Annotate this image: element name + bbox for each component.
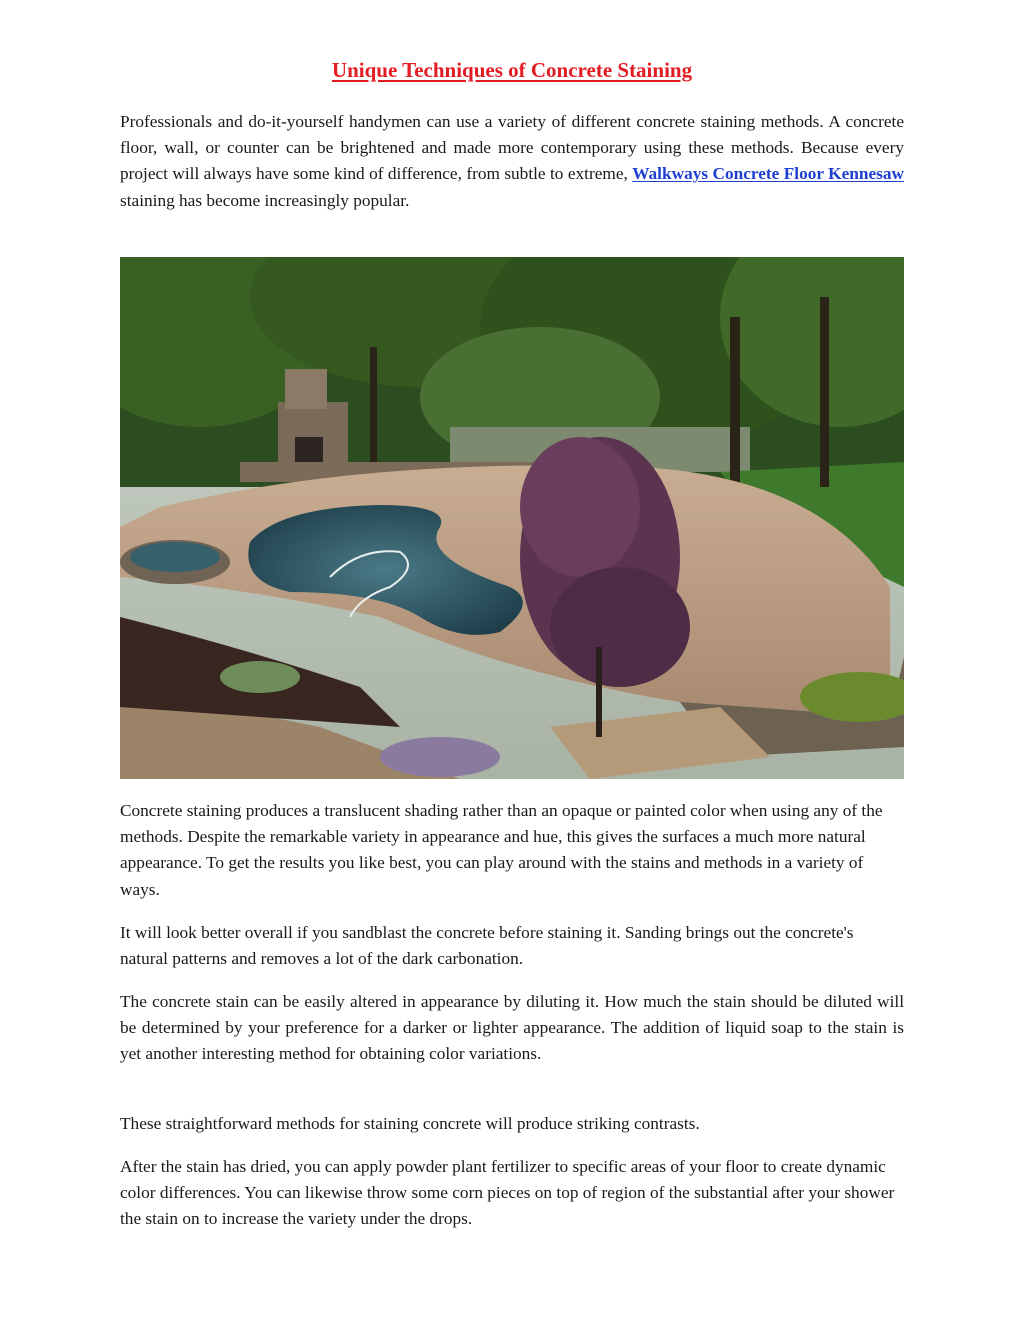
body-paragraph-2: It will look better overall if you sandblast the concrete before staining it. Sanding brings out the concrete's natural patterns and removes a lot of the dark carbonation.	[120, 923, 854, 969]
body-paragraph-1: Concrete staining produces a translucent shading rather than an opaque or painted color when using any of the methods. Despite the remarkable variety in appearance and hue, this gives the surfaces a much more natural appearance. To get the results you like best, you can play around with the stains and methods in a variety of ways.	[120, 801, 883, 899]
body-paragraph-5: After the stain has dried, you can apply powder plant fertilizer to specific areas of your floor to create dynamic color differences. You can likewise throw some corn pieces on top of region of the substantial after your shower the stain on to increase the variety under the drops.	[120, 1157, 895, 1229]
intro-text-after-link: staining has become increasingly popular.	[120, 190, 410, 210]
body-paragraph-4: These straightforward methods for staining concrete will produce striking contrasts.	[120, 1114, 700, 1133]
page-title: Unique Techniques of Concrete Staining	[331, 58, 693, 82]
intro-paragraph	[120, 109, 904, 214]
walkways-concrete-link[interactable]: Walkways Concrete Floor Kennesaw	[632, 164, 904, 184]
pool-patio-photo	[120, 257, 904, 779]
body-paragraph-3: The concrete stain can be easily altered in appearance by diluting it. How much the stain should be diluted will be determined by your preference for a darker or lighter appearance. The addition of liquid soap to the stain is yet another interesting method for obtaining color variations.	[120, 992, 904, 1064]
intro-text-before-link: Professionals and do-it-yourself handymen can use a variety of different concrete staining methods. A concrete floor, wall, or counter can be brightened and made more contemporary using these methods. Because every project will always have some kind of difference, from subtle to extreme,	[120, 112, 904, 184]
